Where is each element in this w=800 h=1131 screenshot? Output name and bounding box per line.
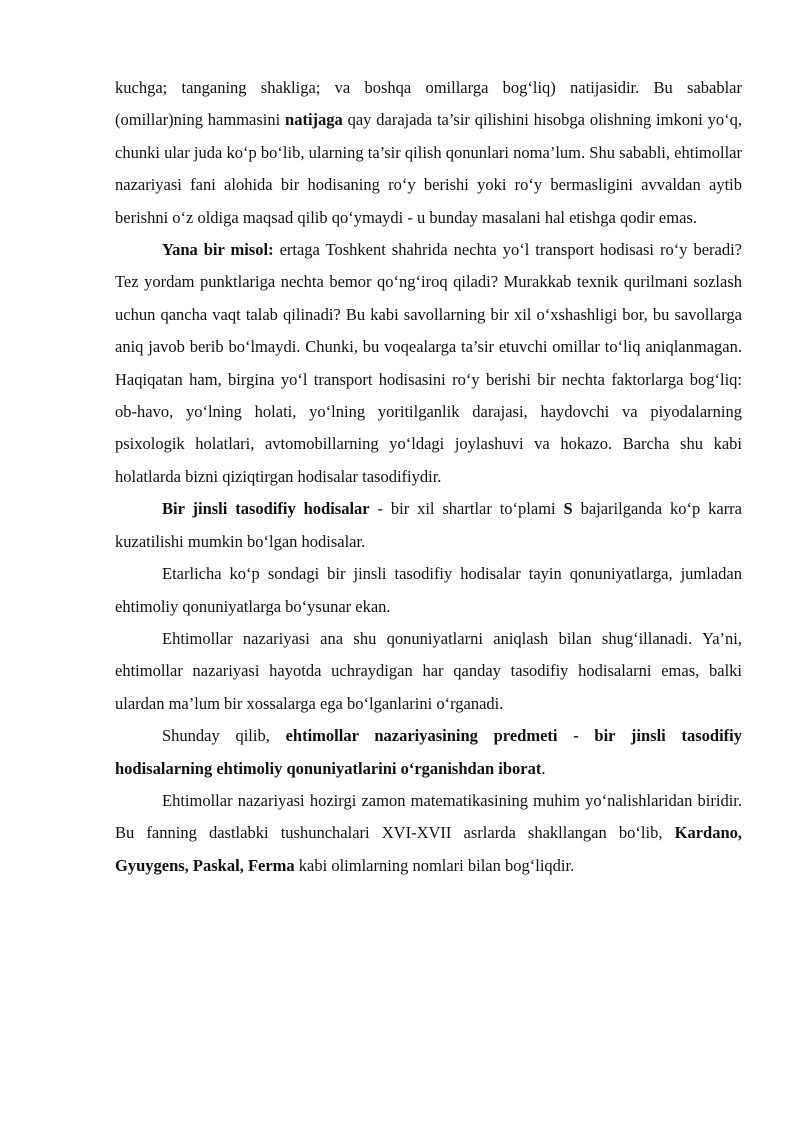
bold-term: Bir jinsli tasodifiy hodisalar xyxy=(162,499,370,519)
bold-term: ehtimollar nazariyasining predmeti - bir jinsli tasodifiy hodisalarning ehtimoliy qonuniyatlarini o‘rganishdan iborat xyxy=(115,726,742,778)
bold-term: natijaga xyxy=(285,110,343,130)
paragraph-5 xyxy=(115,623,742,720)
paragraph-4 xyxy=(115,558,742,623)
text-span: kabi olimlarning nomlari bilan bog‘liqdir. xyxy=(294,855,575,875)
text-span: Ehtimollar nazariyasi ana shu qonuniyatlarni aniqlash bilan shug‘illanadi. Ya’ni, ehtimollar nazariyasi hayotda uchraydigan har qanday tasodifiy hodisalarni emas, balki ulardan ma’lum bir xossalarga ega bo‘lganlarini o‘rganadi. xyxy=(115,628,742,713)
text-span: bajarilganda ko‘p karra kuzatilishi mumkin bo‘lgan hodisalar. xyxy=(115,499,743,551)
text-span: ertaga Toshkent shahrida nechta yo‘l transport hodisasi ro‘y beradi? Tez yordam punktlariga nechta bemor qo‘ng‘iroq qiladi? Murakkab texnik qurilmani sozlash uchun qancha vaqt talab qilinadi? Bu kabi savollarning bir xil o‘xshashligi bor, bu savollarga aniq javob berib bo‘lmaydi. Chunki, bu voqealarga ta’sir etuvchi omillar to‘liq aniqlanmagan. Haqiqatan ham, birgina yo‘l transport hodisasini ro‘y berishi bir nechta faktorlarga bog‘liq: ob-havo, yo‘lning holati, yo‘lning yoritilganlik darajasi, haydovchi va piyodalarning psixologik holatlari, avtomobillarning yo‘ldagi joylashuvi va hokazo. Barcha shu kabi holatlarda bizni qiziqtirgan hodisalar tasodifiydir. xyxy=(115,240,742,486)
text-span: qay darajada ta’sir qilishini hisobga olishning imkoni yo‘q, chunki ular juda ko‘p bo‘lib, ularning ta’sir qilish qonunlari noma’lum. Shu sababli, ehtimollar nazariyasi fani alohida bir hodisaning ro‘y berishi yoki ro‘y bermasligini avvaldan aytib berishni o‘z oldiga maqsad qilib qo‘ymaydi - u bunday masalani hal etishga qodir emas. xyxy=(115,110,742,227)
paragraph-2 xyxy=(115,234,742,493)
paragraph-1 xyxy=(115,72,742,234)
text-span: Etarlicha ko‘p sondagi bir jinsli tasodifiy hodisalar tayin qonuniyatlarga, jumladan ehtimoliy qonuniyatlarga bo‘ysunar ekan. xyxy=(115,564,742,616)
text-span: kuchga; tanganing shakliga; va boshqa omillarga bog‘liq) natijasidir. Bu sabablar (omillar)ning hammasini xyxy=(115,78,742,130)
paragraph-3 xyxy=(115,493,742,558)
text-span: Ehtimollar nazariyasi hozirgi zamon matematikasining muhim yo‘nalishlaridan biridir. Bu fanning dastlabki tushunchalari XVI-XVII asrlarda shakllangan bo‘lib, xyxy=(115,790,742,843)
bold-term: Yana bir misol: xyxy=(162,240,274,260)
bold-term: S xyxy=(563,499,573,519)
document-page xyxy=(115,72,742,882)
paragraph-7 xyxy=(115,785,742,882)
paragraph-6 xyxy=(115,720,742,785)
text-span: Shunday qilib, xyxy=(162,726,286,746)
text-span: . xyxy=(541,758,546,778)
text-span: - bir xil shartlar to‘plami xyxy=(369,499,564,519)
bold-term: Kardano, Gyuygens, Paskal, Ferma xyxy=(115,823,742,875)
